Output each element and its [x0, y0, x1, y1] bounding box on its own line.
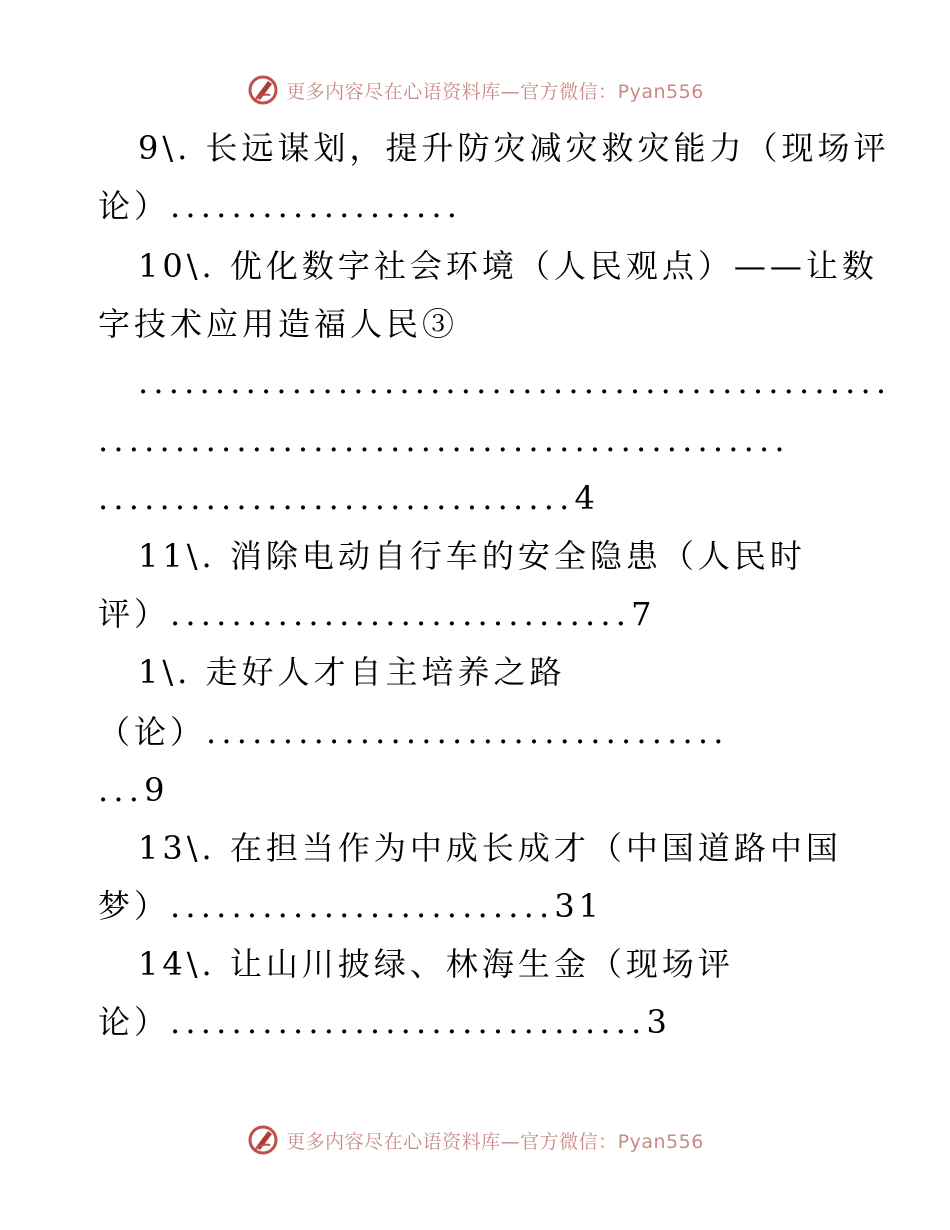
toc-entry-title[interactable]: 9\. 长远谋划，提升防灾减灾救灾能力（现场评 — [138, 129, 890, 167]
toc-entry-title[interactable]: 1\. 走好人才自主培养之路 — [138, 653, 566, 691]
toc-leader-dots: ............................... — [170, 1003, 647, 1041]
toc-entry-title-cont[interactable]: （论）.................................. — [98, 713, 729, 751]
toc-entry-title-cont[interactable]: 字技术应用造福人民③ — [98, 305, 459, 343]
toc-leader-dots: ...............................4 — [98, 479, 599, 517]
toc-entry-title[interactable]: 14\. 让山川披绿、林海生金（现场评 — [138, 945, 734, 983]
toc-leader-dots: .............................. — [170, 595, 632, 633]
toc-entry-title[interactable]: 10\. 优化数字社会环境（人民观点）——让数 — [138, 247, 878, 285]
toc-leader-dots: .................................. — [206, 713, 729, 751]
pen-logo-icon — [246, 1123, 280, 1157]
toc-entry-text: 论） — [98, 187, 171, 225]
toc-entry-title-cont[interactable]: 梦）.........................31 — [98, 887, 604, 925]
toc-entry-title-cont[interactable]: 评）..............................7 — [98, 595, 656, 633]
toc-entry-title[interactable]: 11\. 消除电动自行车的安全隐患（人民时 — [138, 537, 806, 575]
toc-page-number: 7 — [631, 595, 656, 633]
toc-page-number: 9 — [144, 771, 169, 809]
watermark-text: 更多内容尽在心语资料库—官方微信：Pyan556 — [286, 1130, 704, 1153]
toc-leader-dots: ......................... — [170, 887, 555, 925]
toc-leader-dots: ...9 — [98, 771, 169, 809]
toc-page-number: 4 — [574, 479, 599, 517]
watermark-text: 更多内容尽在心语资料库—官方微信：Pyan556 — [286, 80, 704, 103]
toc-entry-title-cont[interactable]: 论）...............................3 — [98, 1003, 671, 1041]
toc-page-number: 31 — [554, 887, 604, 925]
toc-leader-dots: ................................................. — [138, 363, 892, 401]
toc-page-number: 3 — [646, 1003, 671, 1041]
toc-leader-dots: ................... — [170, 187, 463, 225]
footer-watermark — [0, 1120, 950, 1160]
toc-leader-dots: ............................................. — [98, 421, 790, 459]
toc-entry-title-cont[interactable] — [98, 186, 462, 226]
toc-entry-title[interactable]: 13\. 在担当作为中成长成才（中国道路中国 — [138, 829, 842, 867]
